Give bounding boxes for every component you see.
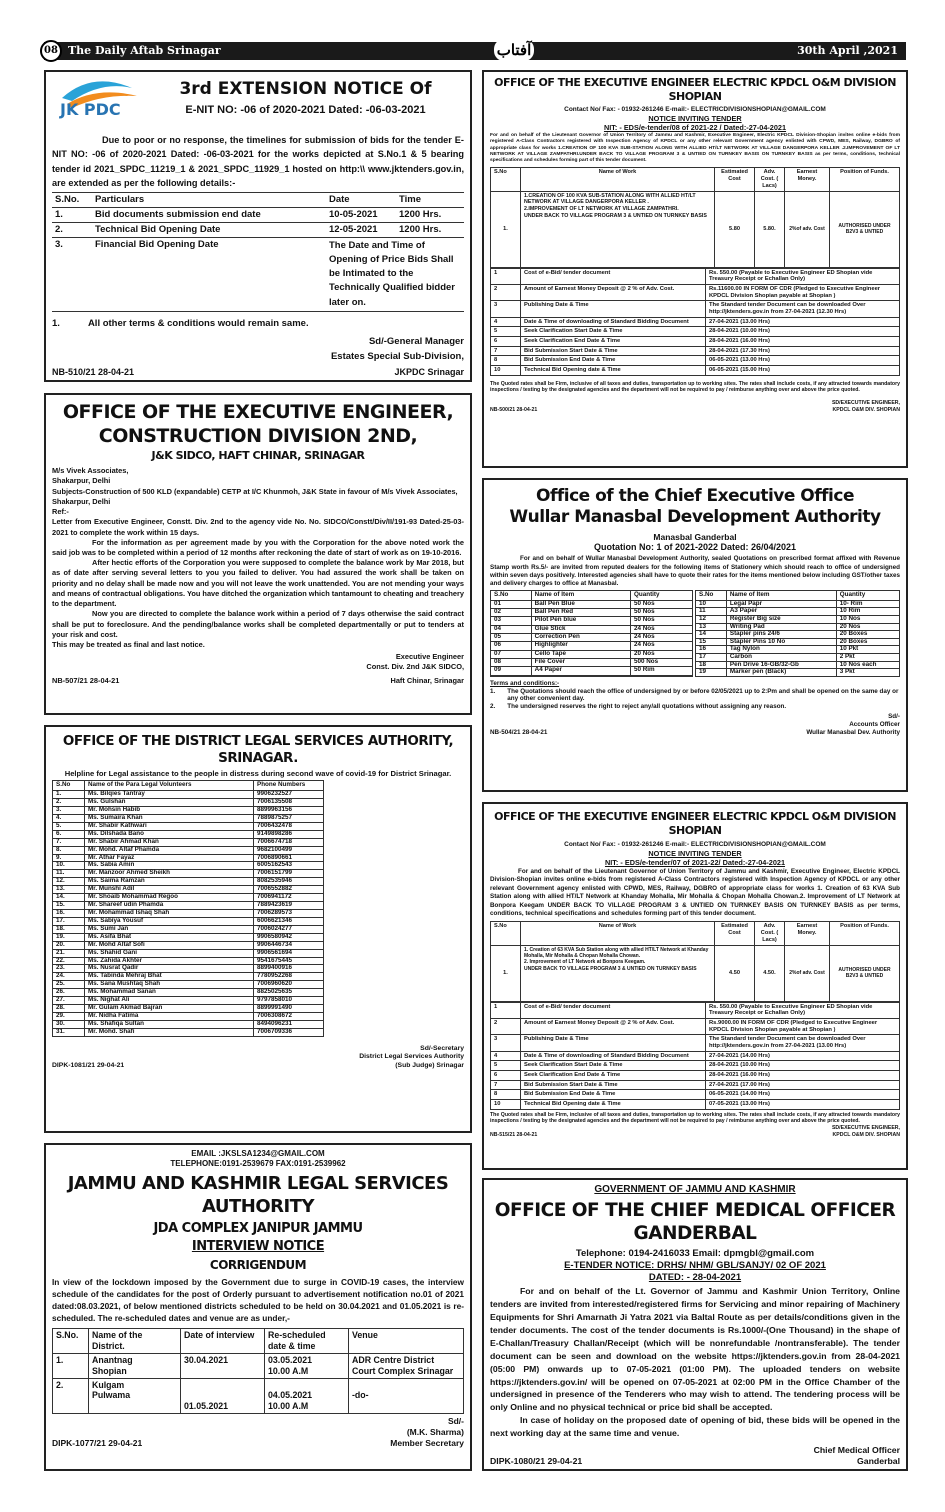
sidco-title: OFFICE OF THE EXECUTIVE ENGINEER, — [62, 401, 454, 423]
table-row: 2 Amount of Earnest Money Deposit @ 2 % of Adv. Cost. Rs.9000.00 IN FORM OF CDR (Pledged to Executive Engineer KPDCL Division Shopian payable at Shopian ) — [491, 1019, 900, 1035]
table-row: 3 Publishing Date & Time The Standard tender Document can be downloaded Over http://jktenders.gov.in from 27-04-2021 (12.30 Hrs) — [491, 301, 900, 317]
table-row: 8 Bid Submission End Date & Time 06-05-2021 (14.00 Hrs) — [491, 1090, 900, 1100]
table-row: 05 Correction Pen 24 Nos — [491, 633, 693, 641]
table-row: 24. Ms. Tabinda Mehraj Bhat 7780952268 — [53, 973, 324, 981]
notice-body: Due to poor or no response, the timelines for submission of bids for the tender E-NIT NO: -06 of 2020-2021 Dated: -06-03-2021 for the works depicted at S.No.1 & 5 bearing tender id 2021_SPDC_11219_1 & 2021_SPDC_11929_1 hosted on http:\\ www.jktenders.gov.in, are extended as per the following details:- — [52, 135, 464, 188]
nb-ref: DIPK-1077/21 29-04-21 — [52, 1437, 143, 1448]
table-row: 28. Mr. Gulam Akmad Bajran 8899991490 — [53, 1005, 324, 1013]
table-row: 01 Ball Pen Blue 50 Nos — [491, 600, 693, 608]
table-row: 15 Stapler Pins 10 No 20 Boxes — [696, 638, 900, 646]
table-row: 8. Mr. Mohd. Altaf Phamda 9682100499 — [53, 846, 324, 854]
table-row: 18 Pen Drive 16-GB/32-Gb 10 Nos each — [696, 661, 900, 669]
nb-ref: DIPK-1081/21 29-04-21 — [52, 1061, 125, 1069]
table-row: 10 Technical Bid Opening date & Time 06-05-2021 (15.00 Hrs) — [491, 365, 900, 375]
table-row: 8 Bid Submission End Date & Time 06-05-2021 (13.00 Hrs) — [491, 356, 900, 366]
table-row: 14. Mr. Shoaib Mohammad Regoo 7006941172 — [53, 894, 324, 902]
work-table: S.No Name of Work Estimated Cost Adv. Cost. ( Lacs) Earnest Money. Position of Funds. 1. 1. Creation of 63 KVA Sub Station along with allied HT/LT Network at Khanday Mohalla, Mir Mohalla & Chopan Mohalla Chowan. 2. Improvement of LT Network at Bonpora Keegam. UNDER BACK TO VILLAGE PROGRAM 3 & UNTIED ON TURNKEY BASIS 4.50 4.50. 2%of adv. Cost AUTHORISED UNDER B2V3 & UNTIED — [490, 921, 900, 1002]
masthead-logo: آفتاب — [494, 39, 534, 61]
signatory: Sd/-General Manager — [368, 335, 464, 347]
table-row: 09 A4 Paper 50 Rim — [491, 667, 693, 675]
table-row: 18. Ms. Sumi Jan 7006024277 — [53, 925, 324, 933]
newspaper-header — [44, 42, 906, 60]
table-row: 13. Mr. Munshi Adil 7006552882 — [53, 886, 324, 894]
table-row: 5. Mr. Shabir Kathwari 7006432478 — [53, 822, 324, 830]
table-row: 07 Cello Tape 20 Nos — [491, 650, 693, 658]
table-row: 03 Pilot Pen blue 50 Nos — [491, 617, 693, 625]
table-row: 16 Tag Nylon 10 Pkt — [696, 646, 900, 654]
table-row: 4. Ms. Sumaira Khan 7889875257 — [53, 814, 324, 822]
enit-number: E-NIT NO: -06 of 2020-2021 Dated: -06-03-2021 — [185, 104, 426, 117]
issue-date: 30th April ,2021 — [797, 44, 898, 58]
nb-ref: NB-507/21 28-04-21 — [52, 675, 120, 685]
cmo-notice: GOVERNMENT OF JAMMU AND KASHMIR OFFICE OF THE CHIEF MEDICAL OFFICER GANDERBAL Telephone: 0194-2416033 Email: dpmgbl@gmail.com E-TENDER NOTICE: DRHS/ NHM/ GBL/SANJY/ 02 OF 2021 DATED: - 28-04-2021 For and on behalf of the Lt. Governor of Jammu and Kashmir Union Territory, Online tenders are invited from interested/registered firms for Servicing and minor repairing of Machinery Equipments for Shri Amarnath Ji Yatra 2021 via Baltal Route as per details/conditions given in the tender documents. The cost of the tender documents is Rs.1000/-(One Thousand) in the shape of E-Challan/Treasury Challan/Receipt (which will be nonrefundable /nontransferable). The tender document can be seen and download on the website https://jktenders.gov.in from 28-04-2021 (05:00 PM) onwards up to 07-05-2021 (01:00 PM). The uploaded tenders on website https://jktenders.gov.in/ will be opened on 07-05-2021 at 02:00 PM in the Office Chamber of the undersigned in presence of the Tenderers who may wish to attend. The tendering process will be only Online and no physical technical or price bid shall be accepted. In case of holiday on the proposed date of opening of bid, these bids will be opened in the next working day at the same time and venue. Chief Medical Officer DIPK-1080/21 29-04-21 Ganderbal — [482, 1178, 908, 1471]
table-row: 1 Cost of e-Bid/ tender document Rs. 550.00 (Payable to Executive Engineer ED Shopian vide Treasury Receipt or Echallan Only) — [491, 1002, 900, 1018]
table-row: 11 A3 Paper 10 Rim — [696, 608, 900, 616]
table-row: 22. Ms. Zahida Akhter 9541675445 — [53, 957, 324, 965]
table-row: 4 Date & Time of downloading of Standard Bidding Document 27-04-2021 (13.00 Hrs) — [491, 317, 900, 327]
table-row: 6 Seek Clarification End Date & Time 28-04-2021 (16.00 Hrs) — [491, 1071, 900, 1081]
table-row: 04 Glue Stick 24 Nos — [491, 625, 693, 633]
table-row: 3 Publishing Date & Time The Standard tender Document can be downloaded Over http://jktenders.gov.in from 27-04-2021 (13.00 Hrs) — [491, 1035, 900, 1051]
subject: Subjects-Construction of 500 KLD (expandable) CETP at I/C Khunmoh, J&K State in favour of M/s Vivek Associates, Shakarpur, Delhi — [52, 486, 458, 506]
extension-table: S.No. Particulars Date Time 1. Bid documents submission end date 10-05-2021 1200 Hrs. 2. Technical Bid Opening Date 12-05-2021 1200 Hrs. 3. Financial Bid Opening Date The Date and Time of Opening of Price Bids Shall be Intimated to the Technically Qualified bidder later on. — [52, 192, 464, 312]
table-row: 7 Bid Submission Start Date & Time 27-04-2021 (17.00 Hrs) — [491, 1080, 900, 1090]
newspaper-name: The Daily Aftab Srinagar — [68, 44, 221, 58]
table-row: 29. Mr. Nidha Fatima 7006308672 — [53, 1012, 324, 1020]
dlsa-title: OFFICE OF THE DISTRICT LEGAL SERVICES AUTHORITY, SRINAGAR. — [62, 733, 454, 766]
table-row: 2 Amount of Earnest Money Deposit @ 2 % of Adv. Cost. Rs.11600.00 IN FORM OF CDR (Pledged to Executive Engineer KPDCL Division Shopian payable at Shopian ) — [491, 284, 900, 300]
table-row: 27. Ms. Nighat Ali 9797858010 — [53, 997, 324, 1005]
table-row: 25. Ms. Sana Mushtaq Shah 7006960620 — [53, 981, 324, 989]
table-row: 5 Seek Clarification Start Date & Time 28-04-2021 (10.00 Hrs) — [491, 327, 900, 337]
work-table: S.No Name of Work Estimated Cost Adv. Cost. ( Lacs) Earnest Money. Position of Funds. 1. 1.CREATION OF 100 KVA SUB-STATION ALONG WITH ALLIED HT/LT NETWORK AT VILLAGE DANGERPORA KELLER . 2.IMPROVEMENT OF LT NETWORK AT VILLAGE ZAMPATHRI. UNDER BACK TO VILLAGE PROGRAM 3 & UNTIED ON TURNKEY BASIS 5.80 5.80. 2%of adv. Cost AUTHORISED UNDER B2V3 & UNTIED — [490, 167, 900, 268]
table-row: 17 Carbon 2 Pkt — [696, 653, 900, 661]
other-terms: 1. All other terms & conditions would remain same. — [52, 317, 309, 329]
table-row: 4 Date & Time of downloading of Standard Bidding Document 27-04-2021 (14.00 Hrs) — [491, 1051, 900, 1061]
volunteer-table: S.No Name of the Para Legal Volunteers Phone Numbers 1. Ms. Bilqies Tantray 9906232527 2. Ms. Gulshan 7006135508 3. Mr. Mohsin Habib 8899963156 4. Ms. Sumaira Khan 7889875257 5. Mr. Shabir Kathwari 7006432478 6. Ms. Dilshada Bano 9149898286 7. Mr. Shabir Ahmad Khan 7006674718 8. Mr. Mohd. Altaf Phamda 9682100499 9. Mr. Athar Fayaz 7006890661 10. Ms. Sabia Amin 6005162543 11. Mr. Manzoor Ahmed Sheikh 7006151799 12. Ms. Saima Ramzan 8082535946 13. Mr. Munshi Adil 7006552882 14. Mr. Shoaib Mohammad Regoo 7006941172 15. Mr. Shareef udin Phamda 7889423619 16. Mr. Mohammad Ishaq Shah 7006289573 17. Ms. Sabiya Yousuf 6006621346 18. Ms. Sumi Jan 7006024277 19. Ms. Asifa Bhat 9906580942 20. Mr. Mohd Altaf Sofi 9906446734 21. Ms. Shahid Gani 9906561694 22. Ms. Zahida Akhter 9541675445 23. Ms. Nusrat Qadir 8899400916 24. Ms. Tabinda Mehraj Bhat 7780952268 25. Ms. Sana Mushtaq Shah 7006960620 26. Ms. Mohammad Sanan 8825025635 27. Ms. Nighat Ali 9797858010 28. Mr. Gulam Akmad Bajran 8899991490 29. Mr. Nidha Fatima 7006308672 30. Ms. Shafiqa Sultan 8494096231 31. Mr. Mohd. Shafi 7006709336 — [52, 780, 324, 1037]
table-row: 17. Ms. Sabiya Yousuf 6006621346 — [53, 917, 324, 925]
table-row: 12 Register Big size 10 Nos — [696, 615, 900, 623]
schedule-table — [490, 268, 900, 376]
nb-ref: DIPK-1080/21 29-04-21 — [490, 1455, 583, 1466]
jklsa-title: JAMMU AND KASHMIR LEGAL SERVICES AUTHORITY — [67, 1173, 449, 1217]
kpdcl-title: OFFICE OF THE EXECUTIVE ENGINEER ELECTRIC KPDCL O&M DIVISION SHOPIAN — [494, 76, 896, 103]
table-row: 10 Legal Papr 10- Rim — [696, 600, 900, 608]
nb-ref: NB-515/21 28-04-21 — [490, 1131, 538, 1138]
wullar-title: Office of the Chief Executive Office — [536, 486, 854, 506]
table-row: 15. Mr. Shareef udin Phamda 7889423619 — [53, 902, 324, 910]
notice-title: 3rd EXTENSION NOTICE Of — [179, 79, 432, 99]
table-row: 06 Highlighter 24 Nos — [491, 642, 693, 650]
table-row: 9. Mr. Athar Fayaz 7006890661 — [53, 854, 324, 862]
cmo-title: OFFICE OF THE CHIEF MEDICAL OFFICER GANDERBAL — [494, 1199, 896, 1244]
jkpdc-notice: JK PDC 3rd EXTENSION NOTICE Of E-NIT NO: -06 of 2020-2021 Dated: -06-03-2021 Due to poor or no response, the timelines for submission of bids for the tender E-NIT NO: -06 of 2020-2021 Dated: -06-03-2021 for the works depicted at S.No.1 & 5 bearing tender id 2021_SPDC_11219_1 & 2021_SPDC_11929_1 hosted on http:\\ www.jktenders.gov.in, are extended as per the following details:- S.No. Particulars Date Time 1. Bid documents submission end date 10-05-2021 1200 Hrs. 2. Technical Bid Opening Date 12-05-2021 1200 Hrs. 3. Financial Bid Opening Date The Date and Time of Opening of Price Bids Shall be Intimated to the Technically Qualified bidder later on. 1. All other terms & conditions would remain same. Sd/-General Manager Estates Special Sub-Division, NB-510/21 28-04-21 JKPDC Srinagar — [44, 70, 472, 382]
schedule-table — [490, 1002, 900, 1110]
table-row: 19 Marker pen (Black) 3 Pkt — [696, 669, 900, 677]
nb-ref: NB-504/21 28-04-21 — [490, 728, 548, 736]
table-row: 20. Mr. Mohd Altaf Sofi 9906446734 — [53, 941, 324, 949]
table-row: 31. Mr. Mohd. Shafi 7006709336 — [53, 1028, 324, 1036]
table-row: 23. Ms. Nusrat Qadir 8899400916 — [53, 965, 324, 973]
jkpdc-logo: JK PDC — [52, 76, 147, 121]
nb-ref: NB-510/21 28-04-21 — [52, 367, 135, 378]
table-row: 7 Bid Submission Start Date & Time 28-04-2021 (17.30 Hrs) — [491, 346, 900, 356]
table-row: 3. Mr. Mohsin Habib 8899963156 — [53, 807, 324, 815]
table-row: 10 Technical Bid Opening date & Time 07-05-2021 (13.00 Hrs) — [491, 1100, 900, 1110]
item-table-right: S.No Name of Item Quantity 10 Legal Papr 10- Rim 11 A3 Paper 10 Rim 12 Register Big size 10 Nos 13 Writing Pad 20 Nos 14 Stapler pins 24/6 20 Boxes 15 Stapler Pins 10 No 20 Boxes 16 Tag Nylon 10 Pkt 17 Carbon 2 Pkt 18 Pen Drive 16-GB/32-Gb 10 Nos each 19 Marker pen (Black) 3 Pkt — [695, 590, 900, 677]
table-row: 26. Ms. Mohammad Sanan 8825025635 — [53, 989, 324, 997]
table-row: 6 Seek Clarification End Date & Time 28-04-2021 (16.00 Hrs) — [491, 336, 900, 346]
table-row: 16. Mr. Mohammad Ishaq Shah 7006289573 — [53, 909, 324, 917]
interview-table: S.No. Name of the District. Date of interview Re-scheduled date & time Venue 1. Anantnag Shopian 30.04.2021 03.05.2021 10.00 A.M ADR Centre District Court Complex Srinagar 2. Kulgam Pulwama 01.05.2021 04.05.2021 10.00 A.M -do- — [52, 1328, 464, 1415]
table-row: 1 Cost of e-Bid/ tender document Rs. 550.00 (Payable to Executive Engineer ED Shopian vide Treasury Receipt or Echallan Only) — [491, 268, 900, 284]
jklsa-notice: EMAIL :JKSLSA1234@GMAIL.COM TELEPHONE:0191-2539679 FAX:0191-2539962 JAMMU AND KASHMIR LEGAL SERVICES AUTHORITY JDA COMPLEX JANIPUR JAMMU INTERVIEW NOTICE CORRIGENDUM In view of the lockdown imposed by the Government due to surge in COVID-19 cases, the interview schedule of the candidates for the post of Orderly pursuant to advertisement notification no.01 of 2021 dated:08.03.2021, of below mentioned districts scheduled to be held on 30.04.2021 and 01.05.2021 is re-scheduled. The re-scheduled dates and venue are as under,- S.No. Name of the District. Date of interview Re-scheduled date & time Venue 1. Anantnag Shopian 30.04.2021 03.05.2021 10.00 A.M ADR Centre District Court Complex Srinagar 2. Kulgam Pulwama 01.05.2021 04.05.2021 10.00 A.M -do- Sd/- (M.K. Sharma) DIPK-1077/21 29-04-21 Member Secretary — [44, 1143, 472, 1471]
table-row: 19. Ms. Asifa Bhat 9906580942 — [53, 933, 324, 941]
table-row: 2. Ms. Gulshan 7006135508 — [53, 799, 324, 807]
table-row: 13 Writing Pad 20 Nos — [696, 623, 900, 631]
table-row: 14 Stapler pins 24/6 20 Boxes — [696, 631, 900, 639]
kpdcl-shopian-notice-08: OFFICE OF THE EXECUTIVE ENGINEER ELECTRIC KPDCL O&M DIVISION SHOPIAN Contact No/ Fax: - 01932-261246 E-mail:- ELECTRICDIVISIONSHOPIAN@GMAIL.COM NOTICE INVITING TENDER NIT: - EDS/e-tender/08 of 2021-22 / Dated:-27-04-2021 For and on behalf of the Lieutenant Governor of Union Territory of Jammu and Kashmir, Executive Engineer, Electric KPDCL Division-Shopian invites online e-bids from registered A-Class Contractors registered with Inspection Agency of KPDCL or any other relevant Government agency enlisted with CPWD, MES, Railway, DGBRO of appropriate class for works 1.CREATION OF 100 KVA SUB-STATION ALONG WITH ALLIED HT/LT NETWORK AT VILLAGE DANGERPORA KELLER .2.IMPROVEMENT OF LT NETWORK AT VILLAGE ZAMPATHRI.UNDER BACK TO VILLAGE PROGRAM 3 & UNTIED ON TURNKEY BASIS ON TURNKEY BASIS as per terms, conditions, technical specifications and schedules forming part of this tender document. S.No Name of Work Estimated Cost Adv. Cost. ( Lacs) Earnest Money. Position of Funds. 1. 1.CREATION OF 100 KVA SUB-STATION ALONG WITH ALLIED HT/LT NETWORK AT VILLAGE DANGERPORA KELLER . 2.IMPROVEMENT OF LT NETWORK AT VILLAGE ZAMPATHRI. UNDER BACK TO VILLAGE PROGRAM 3 & UNTIED ON TURNKEY BASIS 5.80 5.80. 2%of adv. Cost AUTHORISED UNDER B2V3 & UNTIED 1 Cost of e-Bid/ tender document Rs. 550.00 (Payable to Executive Engineer ED Shopian vide Treasury Receipt or Echallan Only) 2 Amount of Earnest Money Deposit @ 2 % of Adv. Cost. Rs.11600.00 IN FORM OF CDR (Pledged to Executive Engineer KPDCL Division Shopian payable at Shopian ) 3 Publishing Date & Time The Standard tender Document can be downloaded Over http://jktenders.gov.in from 27-04-2021 (12.30 Hrs) 4 Date & Time of downloading of Standard Bidding Document 27-04-2021 (13.00 Hrs) 5 Seek Clarification Start Date & Time 28-04-2021 (10.00 Hrs) 6 Seek Clarification End Date & Time 28-04-2021 (16.00 Hrs) 7 Bid Submission Start Date & Time 28-04-2021 (17.30 Hrs) 8 Bid Submission End Date & Time 06-05-2021 (13.00 Hrs) 10 Technical Bid Opening date & Time 06-05-2021 (15.00 Hrs) The Quoted rates shall be Firm, inclusive of all taxes and duties, transportation up to working sites. The rates shall include costs, if any attracted towards mandatory inspections / testing by the designated agencies and the department will not be required to pay / reimburse anything over and above the price quoted. SD/EXECUTIVE ENGINEER, NB-500/21 28-04-21 KPDCL O&M DIV. SHOPIAN — [482, 70, 908, 468]
nb-ref: NB-500/21 28-04-21 — [490, 406, 538, 413]
page-number: 08 — [40, 40, 62, 62]
table-row: 12. Ms. Saima Ramzan 8082535946 — [53, 878, 324, 886]
table-row: 30. Ms. Shafiqa Sultan 8494096231 — [53, 1020, 324, 1028]
table-row: 5 Seek Clarification Start Date & Time 28-04-2021 (10.00 Hrs) — [491, 1061, 900, 1071]
table-row: 11. Mr. Manzoor Ahmed Sheikh 7006151799 — [53, 870, 324, 878]
table-row: 21. Ms. Shahid Gani 9906561694 — [53, 949, 324, 957]
kpdcl-shopian-notice-07: OFFICE OF THE EXECUTIVE ENGINEER ELECTRIC KPDCL O&M DIVISION SHOPIAN Contact No/ Fax: - 01932-261246 E-mail:- ELECTRICDIVISIONSHOPIAN@GMAIL.COM NOTICE INVITING TENDER NIT: - EDS/e-tender/07 of 2021-22/ Dated:-27-04-2021 For and on behalf of the Lieutenant Governor of Union Territory of Jammu and Kashmir, Executive Engineer, Electric KPDCL Division-Shopian invites online e-bids from registered A-Class Contractors registered with Inspection Agency of KPDCL or any other relevant Government agency enlisted with CPWD, MES, Railway, DGBRO of appropriate class for works 1. Creation of 63 KVA Sub Station along with allied HT/LT Network at Khanday Mohalla, Mir Mohalla & Chopan Mohalla Chowan.2. Improvement of LT Network at Bonpora Keegam UNDER BACK TO VILLAGE PROGRAM 3 & UNTIED ON TURNKEY BASIS ON TURNKEY BASIS as per terms, conditions, technical specifications and schedules forming part of this tender document. S.No Name of Work Estimated Cost Adv. Cost. ( Lacs) Earnest Money. Position of Funds. 1. 1. Creation of 63 KVA Sub Station along with allied HT/LT Network at Khanday Mohalla, Mir Mohalla & Chopan Mohalla Chowan. 2. Improvement of LT Network at Bonpora Keegam. UNDER BACK TO VILLAGE PROGRAM 3 & UNTIED ON TURNKEY BASIS 4.50 4.50. 2%of adv. Cost AUTHORISED UNDER B2V3 & UNTIED 1 Cost of e-Bid/ tender document Rs. 550.00 (Payable to Executive Engineer ED Shopian vide Treasury Receipt or Echallan Only) 2 Amount of Earnest Money Deposit @ 2 % of Adv. Cost. Rs.9000.00 IN FORM OF CDR (Pledged to Executive Engineer KPDCL Division Shopian payable at Shopian ) 3 Publishing Date & Time The Standard tender Document can be downloaded Over http://jktenders.gov.in from 27-04-2021 (13.00 Hrs) 4 Date & Time of downloading of Standard Bidding Document 27-04-2021 (14.00 Hrs) 5 Seek Clarification Start Date & Time 28-04-2021 (10.00 Hrs) 6 Seek Clarification End Date & Time 28-04-2021 (16.00 Hrs) 7 Bid Submission Start Date & Time 27-04-2021 (17.00 Hrs) 8 Bid Submission End Date & Time 06-05-2021 (14.00 Hrs) 10 Technical Bid Opening date & Time 07-05-2021 (13.00 Hrs) The Quoted rates shall be Firm, inclusive of all taxes and duties, transportation up to working sites. The rates shall include costs, if any attracted towards mandatory inspections / testing by the designated agencies and the department will not be required to pay / reimburse anything over and above the price quoted. SD/EXECUTIVE ENGINEER, NB-515/21 28-04-21 KPDCL O&M DIV. SHOPIAN — [482, 802, 908, 1170]
table-row: 7. Mr. Shabir Ahmad Khan 7006674718 — [53, 838, 324, 846]
wullar-notice: Office of the Chief Executive Office Wullar Manasbal Development Authority Manasbal Ganderbal Quotation No: 1 of 2021-2022 Dated: 26/04/2021 For and on behalf of Wullar Manasbal Development Authority, sealed Quotations on prescribed format affixed with Revenue Stamp worth Rs.5/- are invited from reputed dealers for the following items of Stationery which should reach to office of undersigned within seven days positively. Interested agencies shall have to quote their rates for the items mentioned below including GST/other taxes and delivery charges to office at Manasbal. S.No Name of Item Quantity 01 Ball Pen Blue 50 Nos 02 Ball Pen Red 50 Nos 03 Pilot Pen blue 50 Nos 04 Glue Stick 24 Nos 05 Correction Pen 24 Nos 06 Highlighter 24 Nos 07 Cello Tape 20 Nos 08 File Cover 500 Nos 09 A4 Paper 50 Rim S.No Name of Item Quantity 10 Legal Papr 10- Rim 11 A3 Paper 10 Rim 12 Register Big size 10 Nos 13 Writing Pad 20 Nos 14 Stapler pins 24/6 20 Boxes 15 Stapler Pins 10 No 20 Boxes 16 Tag Nylon 10 Pkt 17 Carbon 2 Pkt 18 Pen Drive 16-GB/32-Gb 10 Nos each 19 Marker pen (Black) 3 Pkt Terms and conditions:- 1. The Quotations should reach the office of undersigned by or before 02/05/2021 up to 2:Pm and shall be opened on the same day or any other convenient day. 2. The undersigned reserves the right to reject any/all quotations without assigning any reason. Sd/- Accounts Officer NB-504/21 28-04-21 Wullar Manasbal Dev. Authority — [482, 478, 908, 792]
table-row: 1. Ms. Bilqies Tantray 9906232527 — [53, 791, 324, 799]
item-table-left: S.No Name of Item Quantity 01 Ball Pen Blue 50 Nos 02 Ball Pen Red 50 Nos 03 Pilot Pen blue 50 Nos 04 Glue Stick 24 Nos 05 Correction Pen 24 Nos 06 Highlighter 24 Nos 07 Cello Tape 20 Nos 08 File Cover 500 Nos 09 A4 Paper 50 Rim — [490, 590, 693, 677]
table-row: 6. Ms. Dilshada Bano 9149898286 — [53, 830, 324, 838]
sidco-notice: OFFICE OF THE EXECUTIVE ENGINEER, CONSTRUCTION DIVISION 2ND, J&K SIDCO, HAFT CHINAR, SRINAGAR M/s Vivek Associates, Shakarpur, Delhi Subjects-Construction of 500 KLD (expandable) CETP at I/C Khunmoh, J&K State in favour of M/s Vivek Associates, Shakarpur, Delhi Ref:- Letter from Executive Engineer, Constt. Div. 2nd to the agency vide No. No. SIDCO/Constt/Div/II/191-93 Dated-25-03-2021 to complete the work within 15 days. For the information as per agreement made by you with the Corporation for the above noted work the said job was to be completed within a period of 12 months after reckoning the date of start of work as on 19-10-2016. After hectic efforts of the Corporation you were supposed to complete the balance work by Mar 2018, but as of date after serving several letters to you you failed to deliver. You had assured the work shall be taken on priority and no delay shall be made now and you will not leave the work unattended. You are not mending your ways and means of contractual obligations. You have ditched the organization which tantamount to cheating and treachery to the department. Now you are directed to complete the balance work within a period of 7 days otherwise the said contract shall be put to foreclosure. And the pending/balance works shall be completed departmentally or put to tenders at your risk and cost. This may be treated as final and last notice. Executive Engineer Const. Div. 2nd J&K SIDCO, NB-507/21 28-04-21 Haft Chinar, Srinagar — [44, 393, 472, 715]
table-row: 08 File Cover 500 Nos — [491, 658, 693, 666]
table-row: 02 Ball Pen Red 50 Nos — [491, 609, 693, 617]
kpdcl-title: OFFICE OF THE EXECUTIVE ENGINEER ELECTRIC KPDCL O&M DIVISION SHOPIAN — [494, 810, 896, 837]
table-row: 10. Ms. Sabia Amin 6005162543 — [53, 862, 324, 870]
table-row — [491, 675, 693, 676]
dlsa-notice: OFFICE OF THE DISTRICT LEGAL SERVICES AUTHORITY, SRINAGAR. Helpline for Legal assistance to the people in distress during second wave of covid-19 for District Srinagar. S.No Name of the Para Legal Volunteers Phone Numbers 1. Ms. Bilqies Tantray 9906232527 2. Ms. Gulshan 7006135508 3. Mr. Mohsin Habib 8899963156 4. Ms. Sumaira Khan 7889875257 5. Mr. Shabir Kathwari 7006432478 6. Ms. Dilshada Bano 9149898286 7. Mr. Shabir Ahmad Khan 7006674718 8. Mr. Mohd. Altaf Phamda 9682100499 9. Mr. Athar Fayaz 7006890661 10. Ms. Sabia Amin 6005162543 11. Mr. Manzoor Ahmed Sheikh 7006151799 12. Ms. Saima Ramzan 8082535946 13. Mr. Munshi Adil 7006552882 14. Mr. Shoaib Mohammad Regoo 7006941172 15. Mr. Shareef udin Phamda 7889423619 16. Mr. Mohammad Ishaq Shah 7006289573 17. Ms. Sabiya Yousuf 6006621346 18. Ms. Sumi Jan 7006024277 19. Ms. Asifa Bhat 9906580942 20. Mr. Mohd Altaf Sofi 9906446734 21. Ms. Shahid Gani 9906561694 22. Ms. Zahida Akhter 9541675445 23. Ms. Nusrat Qadir 8899400916 24. Ms. Tabinda Mehraj Bhat 7780952268 25. Ms. Sana Mushtaq Shah 7006960620 26. Ms. Mohammad Sanan 8825025635 27. Ms. Nighat Ali 9797858010 28. Mr. Gulam Akmad Bajran 8899991490 29. Mr. Nidha Fatima 7006308672 30. Ms. Shafiqa Sultan 8494096231 31. Mr. Mohd. Shafi 7006709336 Sd/-Secretary District Legal Services Authority DIPK-1081/21 29-04-21 (Sub Judge) Srinagar — [44, 725, 472, 1133]
